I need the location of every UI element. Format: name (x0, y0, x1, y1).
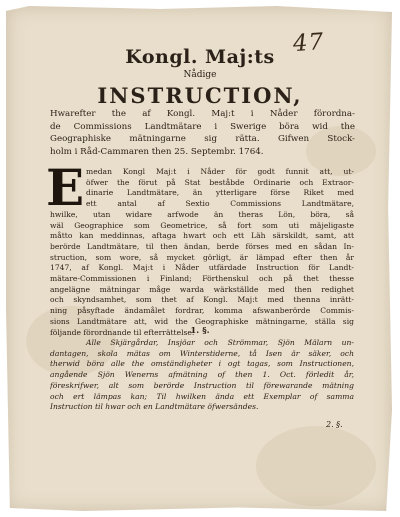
subtitle-line: Hwarefter the af Kongl. Maj:t i Nåder förordna- (50, 109, 355, 119)
body-line: och skyndsamhet, som thet af Kongl. Maj:t med thenna inrätt- (50, 295, 354, 305)
body-line: hwilke, utan widare arfwode än theras Lön, böra, så (50, 209, 354, 219)
section-line: therwid böra alle the omständigheter i ogt tagas, som Instructionen, (50, 359, 354, 369)
body-line: dinarie Landtmätare, än ytterligare förse Riket med (86, 188, 354, 198)
body-paragraph (50, 167, 354, 338)
subtitle-line: Geographiske mätningarne sig rätta. Gifwen Stock- (50, 134, 355, 144)
handwritten-page-number: 47 (292, 28, 326, 58)
section-line: Instruction til hwar och en Landtmätare öfwersändes. (50, 402, 259, 412)
body-line: berörde Landtmätare, til then ändan, berde förses med en sådan In- (50, 241, 354, 251)
body-line: angelägne mätningar måge warda wärkställde med then redighet (50, 284, 354, 294)
body-line: wäl Geographice som Geometrice, så fort som uti mäjeligaste (50, 220, 354, 230)
section-line: föreskrifwer, alt som berörde Instruction til förewarande mätning (50, 380, 354, 390)
body-line: följande förordnande til efterrättelse: (50, 327, 195, 337)
subtitle-line: de Commissions Landtmätare i Swerige böra wid the (50, 121, 355, 132)
document-heading: INSTRUCTION, (97, 83, 303, 108)
document-title-small: Nådige (183, 70, 217, 80)
section-line: Alle Skjärgårdar, Insjöar och Strömmar, Sjön Mälarn un- (86, 338, 354, 347)
section-heading: 1. §. (190, 326, 210, 336)
document-title: Kongl. Maj:ts (125, 46, 275, 68)
subtitle-line: holm i Råd-Cammaren then 25. Septembr. 1764. (50, 146, 264, 157)
section-line: dantagen, skola mätas om Winterstiderne, tå Isen är säker, och (50, 348, 354, 358)
body-line: ett antal af Sextio Commissions Landtmätare, (86, 199, 354, 209)
body-line: mätare-Commissionen i Finland; Förthenskul och på thet thesse (50, 274, 354, 284)
body-line: måtto kan meddinnas, aftaga hwart och ett Läh särskildt, samt, att (50, 231, 354, 241)
section-line: och ert lämpas kan; Til hwilken ända ett Exemplar of samma (50, 391, 354, 401)
body-line: ning påsyftade ändamålet fordrar, komma afswanberörde Commis- (50, 306, 354, 316)
paper-stain (256, 426, 376, 506)
body-line: 1747, af Kongl. Maj:t i Nåder utfärdade Instruction för Landt- (50, 263, 354, 273)
document-subtitle (50, 108, 355, 158)
body-line: sions Landtmätare att, wid the Geographiske mätningarne, ställa sig (50, 316, 354, 326)
catchword: 2. §. (326, 420, 343, 429)
decorated-initial: E (46, 158, 85, 217)
section-line: angående Sjön Wenerns afmätning of then 1. Oct. förledit år, (50, 370, 354, 380)
body-line: öfwer the förut på Stat beståbde Ordinarie och Extraor- (86, 177, 354, 187)
section-paragraph (50, 338, 354, 413)
body-line: medan Kongl Maj:t i Nåder för godt funnit att, ut- (86, 167, 354, 176)
body-line: struction, som wore, så mycket görligt, är lämpad efter then år (50, 252, 354, 262)
